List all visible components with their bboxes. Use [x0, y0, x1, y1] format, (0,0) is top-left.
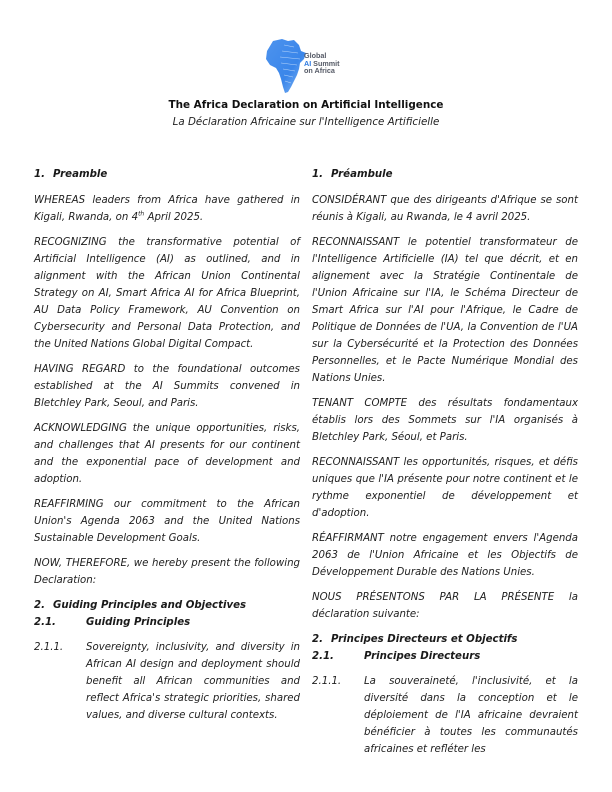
nous-presentons-paragraph: NOUS PRÉSENTONS PAR LA PRÉSENTE la déclaration suivante: — [312, 592, 578, 620]
logo-line-3: on Africa — [304, 66, 335, 76]
preambule-heading: 1. Préambule — [312, 169, 393, 180]
document-title: The Africa Declaration on Artificial Intelligence — [168, 99, 444, 111]
english-column — [34, 166, 300, 724]
whereas-paragraph: WHEREAS leaders from Africa have gathered in Kigali, Rwanda, on 4th April 2025. — [34, 195, 300, 223]
considerant-paragraph: CONSIDÉRANT que des dirigeants d'Afrique se sont réunis à Kigali, au Rwanda, le 4 avril 2025. — [312, 195, 578, 223]
section-2-heading-fr: 2. Principes Directeurs et Objectifs — [312, 634, 518, 645]
french-column — [312, 166, 578, 758]
summit-logo — [264, 37, 354, 97]
reconnaissant-risques-paragraph: RECONNAISSANT les opportunités, risques, et défis uniques que l'IA présente pour notre continent et le rythme exponentiel de développement et d'adoption. — [312, 457, 578, 519]
section-2-heading: 2. Guiding Principles and Objectives — [34, 600, 247, 611]
now-therefore-paragraph: NOW, THEREFORE, we hereby present the following Declaration: — [34, 558, 300, 586]
reaffirmant-paragraph: RÉAFFIRMANT notre engagement envers l'Agenda 2063 de l'Union Africaine et les Objectifs de Développement Durable des Nations Unies. — [312, 533, 578, 578]
recognizing-paragraph: RECOGNIZING the transformative potential of Artificial Intelligence (AI) as outlined, and in alignment with the African Union Continental Strategy on AI, Smart Africa AI for Africa Blueprint, AU Data Policy Framework, AU Convention on Cybersecurity and Personal Data Protection, and the United Nations Global Digital Compact. — [34, 237, 300, 350]
principle-item: 2.1.1. Sovereignty, inclusivity, and diversity in African AI design and deployment should benefit all African communities and reflect Africa's strategic priorities, shared values, and diverse cultural contexts. — [34, 642, 300, 721]
tenant-compte-paragraph: TENANT COMPTE des résultats fondamentaux établis lors des Sommets sur l'IA organisés à Bletchley Park, Séoul, et Paris. — [312, 398, 578, 443]
africa-map-icon — [264, 37, 308, 97]
logo-ai-accent: AI — [304, 58, 312, 68]
having-regard-paragraph: HAVING REGARD to the foundational outcomes established at the AI Summits convened in Bletchley Park, Seoul, and Paris. — [34, 364, 300, 409]
section-2-1-heading-fr: 2.1. Principes Directeurs — [312, 651, 481, 662]
preamble-heading: 1. Preamble — [34, 169, 108, 180]
section-2-1-heading: 2.1. Guiding Principles — [34, 617, 191, 628]
acknowledging-paragraph: ACKNOWLEDGING the unique opportunities, risks, and challenges that AI presents for our continent and the exponential pace of development and adoption. — [34, 423, 300, 485]
logo-line-1: Global — [304, 51, 327, 60]
logo-summit-text: Summit — [311, 58, 340, 68]
reaffirming-paragraph: REAFFIRMING our commitment to the African Union's Agenda 2063 and the United Nations Sustainable Development Goals. — [34, 499, 300, 544]
principle-item-fr: 2.1.1. La souveraineté, l'inclusivité, et la diversité dans la conception et le déploiement de l'IA africaine devraient bénéficier à toutes les communautés africaines et refléter les — [312, 676, 578, 755]
reconnaissant-paragraph: RECONNAISSANT le potentiel transformateur de l'Intelligence Artificielle (IA) tel que décrit, et en alignement avec la Stratégie Continentale de l'Union Africaine sur l'IA, le Schéma Directeur de Smart Africa sur l'AI pour l'Afrique, le Cadre de Politique de Données de l'UA, la Convention de l'UA sur la Cybersécurité et la Protection des Données Personnelles, et le Pacte Numérique Mondial des Nations Unies. — [312, 237, 578, 384]
document-subtitle: La Déclaration Africaine sur l'Intelligence Artificielle — [172, 116, 440, 128]
logo-wordmark — [304, 52, 340, 75]
